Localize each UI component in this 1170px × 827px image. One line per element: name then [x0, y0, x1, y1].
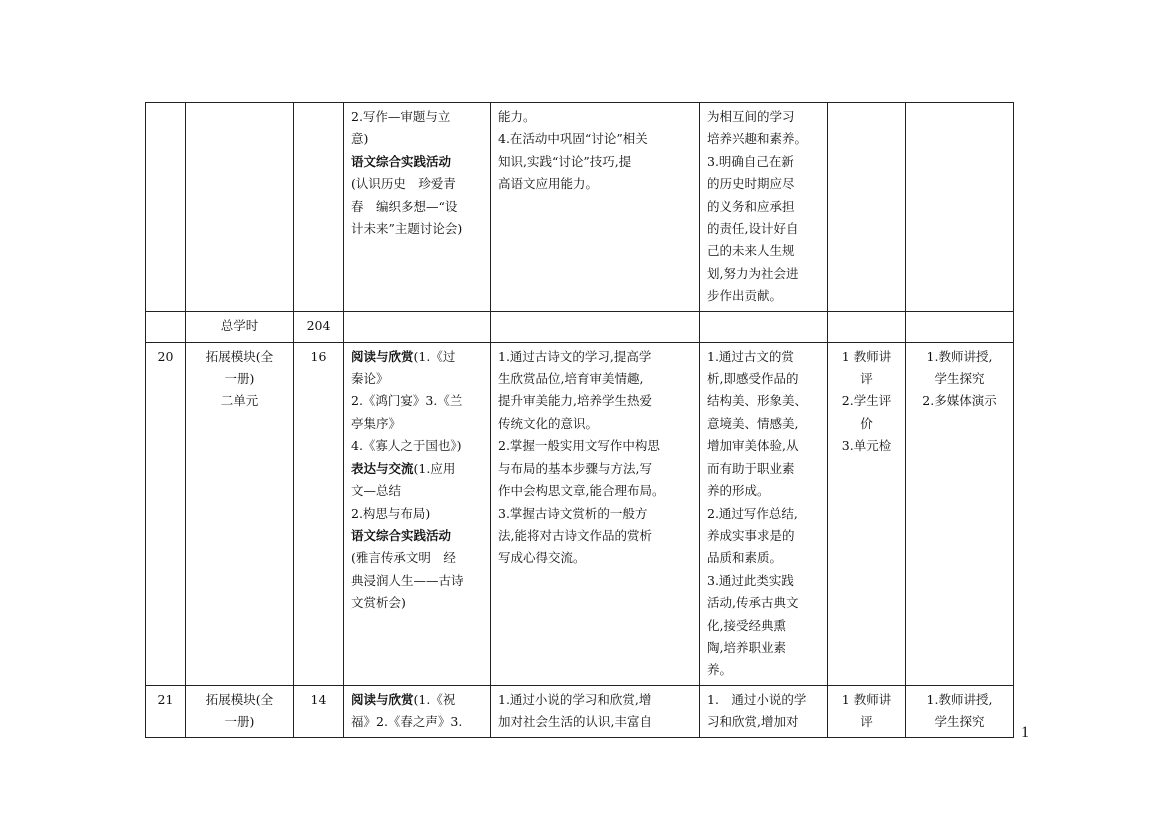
- text-line: 4.《寡人之于国也》): [351, 438, 462, 454]
- text-line: 品质和素质。: [707, 550, 783, 566]
- text-line: 2.通过写作总结,: [707, 505, 798, 521]
- text-line: 3.单元检: [841, 438, 892, 454]
- methods-cell: [906, 103, 1014, 312]
- text-line: 1.通过古诗文的学习,提高学: [498, 348, 652, 364]
- text-line: 典浸润人生——古诗: [351, 572, 464, 588]
- module-cell: [186, 103, 294, 312]
- text-line: 2.学生评: [841, 393, 892, 409]
- text-line: 养的形成。: [707, 483, 770, 499]
- text-line: 4.在活动中巩固“讨论”相关: [498, 131, 648, 147]
- text-line: 一册): [224, 371, 255, 387]
- content-cell: [344, 685, 491, 737]
- text-line: 学生探究: [934, 371, 985, 387]
- text-line: 1.教师讲授,: [926, 348, 993, 364]
- text-segment: (1.《祝: [413, 691, 456, 707]
- text-line: 春 编织多想—“设: [351, 198, 458, 214]
- objective-a-cell: [491, 685, 700, 737]
- course-schedule-table: [145, 102, 1014, 738]
- content-cell: [344, 342, 491, 685]
- text-line: 意): [351, 131, 369, 147]
- text-line: 养成实事求是的: [707, 527, 795, 543]
- text-line: 的责任,设计好自: [707, 221, 799, 237]
- hours-cell: [294, 103, 344, 312]
- text-line: 1 教师讲: [841, 348, 892, 364]
- text-line: 3.掌握古诗文赏析的一般方: [498, 505, 648, 521]
- text-line: 亭集序》: [351, 415, 402, 431]
- bold-heading: 语文综合实践活动: [351, 527, 452, 543]
- row-number-cell: [146, 103, 186, 312]
- text-line: 计未来”主题讨论会): [351, 221, 463, 237]
- text-line: 传统文化的意识。: [498, 415, 599, 431]
- text-line: [351, 689, 483, 711]
- text-line: 知识,实践“讨论”技巧,提: [498, 153, 632, 169]
- bold-heading: 语文综合实践活动: [351, 153, 452, 169]
- content-cell: [344, 103, 491, 312]
- text-line: 写成心得交流。: [498, 550, 586, 566]
- text-line: 2.多媒体演示: [922, 393, 997, 409]
- text-line: 3.明确自己在新: [707, 153, 794, 169]
- text-line: 活动,传承古典文: [707, 595, 799, 611]
- assessment-cell: [828, 342, 906, 685]
- text-line: 价: [860, 415, 873, 431]
- text-line: 1.教师讲授,: [926, 691, 993, 707]
- module-cell: [186, 685, 294, 737]
- objective-a-cell: [491, 342, 700, 685]
- text-line: 1 教师讲: [841, 691, 892, 707]
- text-line: 为相互间的学习: [707, 109, 795, 124]
- text-line: 文赏析会): [351, 595, 406, 611]
- text-line: 提升审美能力,培养学生热爱: [498, 393, 652, 409]
- total-hours-label: 总学时: [186, 311, 294, 342]
- table-row: [146, 103, 1014, 312]
- methods-cell: [906, 342, 1014, 685]
- text-line: 2.掌握一般实用文写作中构思: [498, 438, 660, 454]
- text-line: 的历史时期应尽: [707, 176, 795, 192]
- text-line: 一册): [224, 714, 255, 730]
- text-line: 析,即感受作品的: [707, 371, 799, 387]
- text-line: 二单元: [220, 393, 259, 409]
- text-line: 高语文应用能力。: [498, 176, 599, 192]
- text-line: 拓展模块(全: [205, 348, 274, 364]
- module-cell: [186, 342, 294, 685]
- text-line: 福》2.《春之声》3.: [351, 714, 463, 730]
- row-number-cell: 21: [146, 685, 186, 737]
- text-line: 拓展模块(全: [205, 691, 274, 707]
- total-hours-value: 204: [294, 311, 344, 342]
- text-line: 步作出贡献。: [707, 288, 783, 304]
- text-line: 法,能将对古诗文作品的赏析: [498, 527, 652, 543]
- objective-b-cell: [700, 685, 828, 737]
- text-line: 秦论》: [351, 371, 389, 387]
- text-line: 与布局的基本步骤与方法,写: [498, 460, 652, 476]
- bold-heading: 阅读与欣赏: [351, 348, 414, 364]
- text-line: 能力。: [498, 109, 536, 124]
- text-line: 加对社会生活的认识,丰富自: [498, 714, 652, 730]
- page-number: 1: [1021, 724, 1029, 741]
- text-line: 划,努力为社会进: [707, 265, 799, 281]
- bold-heading: 表达与交流: [351, 460, 414, 476]
- table-row: [146, 342, 1014, 685]
- text-line: 文—总结: [351, 483, 402, 499]
- text-line: 作中会构思文章,能合理布局。: [498, 483, 665, 499]
- text-line: [351, 458, 483, 480]
- methods-cell: [906, 685, 1014, 737]
- row-number-cell: [146, 311, 186, 342]
- row-number-cell: 20: [146, 342, 186, 685]
- text-line: 2.写作—审题与立: [351, 109, 451, 124]
- text-line: 习和欣赏,增加对: [707, 714, 799, 730]
- text-line: 陶,培养职业素: [707, 639, 786, 655]
- bold-heading: 阅读与欣赏: [351, 691, 414, 707]
- text-line: 评: [860, 371, 873, 387]
- text-line: 化,接受经典熏: [707, 617, 786, 633]
- text-line: 1.通过古文的赏: [707, 348, 794, 364]
- text-segment: (1.《过: [413, 348, 456, 364]
- text-line: 培养兴趣和素养。: [707, 131, 808, 147]
- text-line: 评: [860, 714, 873, 730]
- text-segment: (1.应用: [413, 460, 456, 476]
- hours-cell: 14: [294, 685, 344, 737]
- text-line: 1. 通过小说的学: [707, 691, 807, 707]
- text-line: 结构美、形象美、: [707, 393, 808, 409]
- objective-b-cell: [700, 103, 828, 312]
- text-line: 3.通过此类实践: [707, 572, 794, 588]
- text-line: [351, 346, 483, 368]
- text-line: 己的未来人生规: [707, 243, 795, 259]
- text-line: 增加审美体验,从: [707, 438, 799, 454]
- table-row: [146, 685, 1014, 737]
- text-line: 2.《鸿门宴》3.《兰: [351, 393, 463, 409]
- text-line: 1.通过小说的学习和欣赏,增: [498, 691, 652, 707]
- objective-b-cell: [700, 342, 828, 685]
- assessment-cell: [828, 103, 906, 312]
- text-line: 养。: [707, 662, 733, 678]
- text-line: 生欣赏品位,培育审美情趣,: [498, 371, 644, 387]
- assessment-cell: [828, 685, 906, 737]
- text-line: 2.构思与布局): [351, 505, 431, 521]
- hours-cell: 16: [294, 342, 344, 685]
- objective-a-cell: [491, 103, 700, 312]
- text-line: 的义务和应承担: [707, 198, 795, 214]
- text-line: 而有助于职业素: [707, 460, 795, 476]
- text-line: 学生探究: [934, 714, 985, 730]
- table-row-total: [146, 311, 1014, 342]
- text-line: (认识历史 珍爱青: [351, 176, 456, 192]
- text-line: (雅言传承文明 经: [351, 550, 456, 566]
- text-line: 意境美、情感美,: [707, 415, 799, 431]
